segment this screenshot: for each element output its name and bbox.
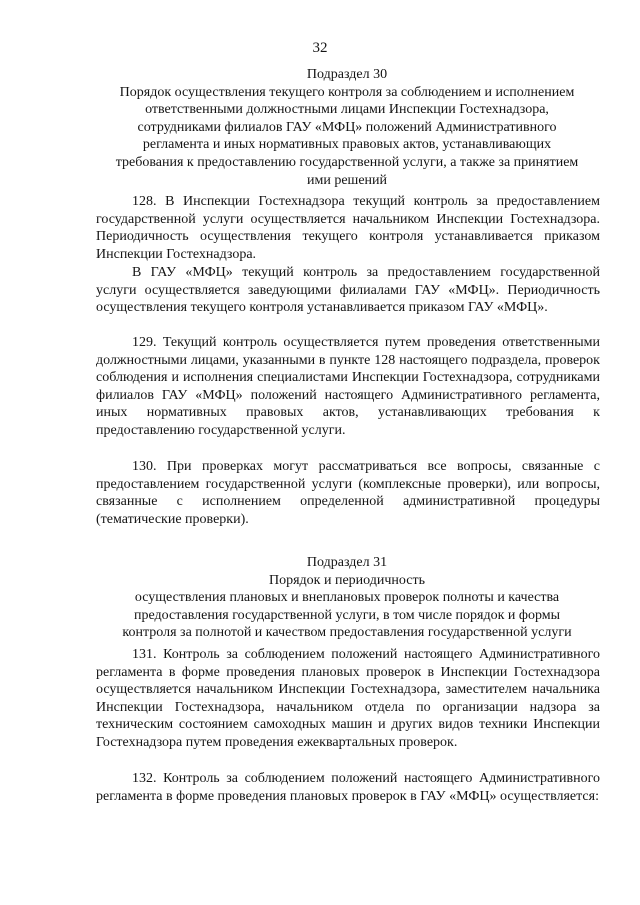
section-31-heading-line: осуществления плановых и внеплановых проверок полноты и качества	[134, 590, 560, 606]
paragraph-132: 132. Контроль за соблюдением положений настоящего Административного регламента в форме проведения плановых проверок в ГАУ «МФЦ» осуществляется:	[96, 771, 600, 804]
section-30-heading-line: ответственными должностными лицами Инспекции Гостехнадзора,	[145, 102, 549, 118]
paragraph-128: 128. В Инспекции Гостехнадзора текущий контроль за предоставлением государственной услуги осуществляется начальником Инспекции Гостехнадзора. Периодичность осуществления текущего контроля устанавливается приказом Инспекции Гостехнадзора.	[96, 194, 600, 262]
section-30-title: Подраздел 30	[306, 67, 388, 82]
section-31-heading-line: Порядок и периодичность	[269, 572, 425, 588]
section-30-heading	[92, 66, 602, 189]
section-30-heading-line: Порядок осуществления текущего контроля за соблюдением и исполнением	[119, 84, 575, 100]
paragraph-128-mfc: В ГАУ «МФЦ» текущий контроль за предоставлением государственной услуги осуществляется заведующими филиалами ГАУ «МФЦ». Периодичность осуществления текущего контроля устанавливается приказом ГАУ «МФЦ».	[96, 265, 600, 316]
section-30-heading-line: ими решений	[306, 172, 388, 188]
paragraph-129: 129. Текущий контроль осуществляется путем проведения ответственными должностными лицами, указанными в пункте 128 настоящего подраздела, проверок соблюдения и исполнения специалистами Инспекции Гостехнадзора, сотрудниками филиалов ГАУ «МФЦ» положений настоящего Административного регламента, иных нормативных правовых актов, устанавливающих требования к предоставлению государственной услуги.	[96, 335, 600, 438]
paragraph-130: 130. При проверках могут рассматриваться все вопросы, связанные с предоставлением государственной услуги (комплексные проверки), или вопросы, связанные с исполнением определенной административной процедуры (тематические проверки).	[96, 459, 600, 527]
section-30-heading-line: требования к предоставлению государственной услуги, а также за принятием	[115, 154, 579, 170]
section-30-heading-line: сотрудниками филиалов ГАУ «МФЦ» положений Административного	[137, 119, 557, 135]
section-30-heading-line: регламента и иных нормативных правовых актов, устанавливающих	[142, 137, 552, 153]
section-31-title: Подраздел 31	[306, 555, 388, 570]
section-31-heading	[92, 554, 602, 642]
page-number: 32	[312, 40, 328, 56]
section-31-heading-line: предоставления государственной услуги, в том числе порядок и формы	[133, 607, 561, 623]
section-31-heading-line: контроля за полнотой и качеством предоставления государственной услуги	[122, 625, 572, 641]
paragraph-131: 131. Контроль за соблюдением положений настоящего Административного регламента в форме проведения плановых проверок в Инспекции Гостехнадзора осуществляется начальником Инспекции Гостехнадзора, заместителем начальника Инспекции Гостехнадзора, начальником отдела по организации надзора за техническим состоянием самоходных машин и других видов техники Инспекции Гостехнадзора путем проведения ежеквартальных проверок.	[96, 647, 600, 750]
